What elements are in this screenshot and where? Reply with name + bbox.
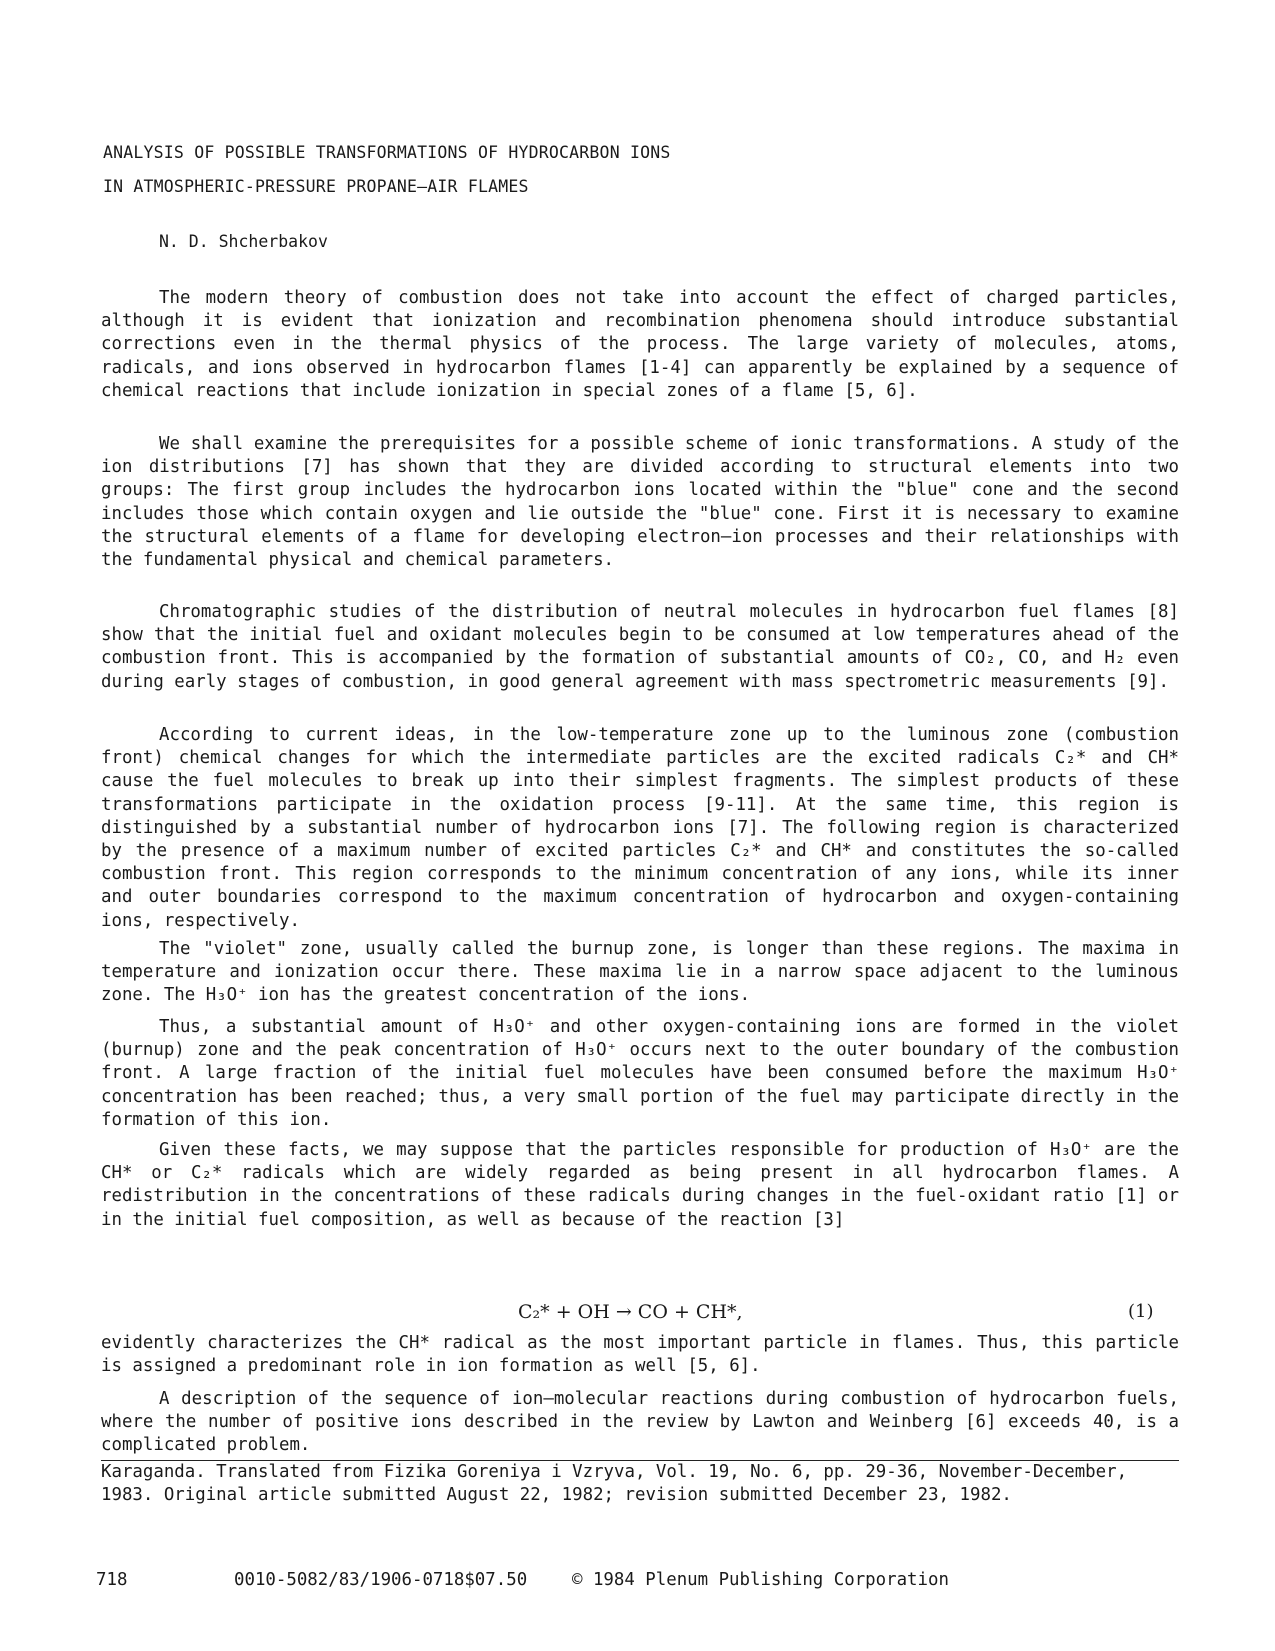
paragraph-after-equation: evidently characterizes the CH* radical as the most important particle in flames. Thus, this particle is assigned a predominant role in ion formation as well [5, 6]. xyxy=(101,1333,1179,1377)
author: N. D. Shcherbakov xyxy=(159,232,328,251)
paragraph-4: According to current ideas, in the low-temperature zone up to the luminous zone (combustion front) chemical changes for which the intermediate particles are the excited radicals C₂* and CH* cause the fuel molecules to break up into their simplest fragments. The simplest products of these transformations participate in the oxidation process [9-11]. At the same time, this region is distinguished by a substantial number of hydrocarbon ions [7]. The following region is characterized by the presence of a maximum number of excited particles C₂* and CH* and constitutes the so-called combustion front. This region corresponds to the minimum concentration of any ions, while its inner and outer boundaries correspond to the maximum concentration of hydrocarbon and oxygen-containing ions, respectively. xyxy=(101,725,1179,931)
footnote: Karaganda. Translated from Fizika Goreniya i Vzryva, Vol. 19, No. 6, pp. 29-36, November-December, 1983. Original article submitted August 22, 1982; revision submitted December 23, 1982. xyxy=(101,1462,1128,1505)
paragraph-5: The "violet" zone, usually called the burnup zone, is longer than these regions. The maxima in temperature and ionization occur there. These maxima lie in a narrow space adjacent to the luminous zone. The H₃O⁺ ion has the greatest concentration of the ions. xyxy=(101,939,1179,1006)
paragraph-2: We shall examine the prerequisites for a possible scheme of ionic transformations. A study of the ion distributions [7] has shown that they are divided according to structural elements into two groups: The first group includes the hydrocarbon ions located within the "blue" cone and the second includes those which contain oxygen and lie outside the "blue" cone. First it is necessary to examine the structural elements of a flame for developing electron—ion processes and their relationships with the fundamental physical and chemical parameters. xyxy=(101,434,1179,571)
paragraph-6: Thus, a substantial amount of H₃O⁺ and other oxygen-containing ions are formed in the violet (burnup) zone and the peak concentration of H₃O⁺ occurs next to the outer boundary of the combustion front. A large fraction of the initial fuel molecules have been consumed before the maximum H₃O⁺ concentration has been reached; thus, a very small portion of the fuel may participate directly in the formation of this ion. xyxy=(101,1017,1179,1130)
article-code: 0010-5082/83/1906-0718$07.50 xyxy=(234,1570,528,1590)
paragraph-1: The modern theory of combustion does not take into account the effect of charged particles, although it is evident that ionization and recombination phenomena should introduce substantial corrections even in the thermal physics of the process. The large variety of molecules, atoms, radicals, and ions observed in hydrocarbon flames [1-4] can apparently be explained by a sequence of chemical reactions that include ionization in special zones of a flame [5, 6]. xyxy=(101,288,1179,401)
equation-1 xyxy=(0,1301,1275,1329)
paragraph-7: Given these facts, we may suppose that the particles responsible for production of H₃O⁺ are the CH* or C₂* radicals which are widely regarded as being present in all hydrocarbon flames. A redistribution in the concentrations of these radicals during changes in the fuel-oxidant ratio [1] or in the initial fuel composition, as well as because of the reaction [3] xyxy=(101,1140,1179,1230)
page-number: 718 xyxy=(96,1570,128,1590)
equation-body: C₂* + OH → CO + CH*, xyxy=(518,1301,743,1323)
equation-number: (1) xyxy=(1128,1301,1154,1322)
title-line-2: IN ATMOSPHERIC-PRESSURE PROPANE—AIR FLAMES xyxy=(103,177,529,196)
paragraph-8: A description of the sequence of ion—molecular reactions during combustion of hydrocarbon fuels, where the number of positive ions described in the review by Lawton and Weinberg [6] exceeds 40, is a complicated problem. xyxy=(101,1389,1179,1456)
title-line-1: ANALYSIS OF POSSIBLE TRANSFORMATIONS OF HYDROCARBON IONS xyxy=(103,143,671,162)
copyright: © 1984 Plenum Publishing Corporation xyxy=(572,1570,949,1590)
paragraph-3: Chromatographic studies of the distribution of neutral molecules in hydrocarbon fuel flames [8] show that the initial fuel and oxidant molecules begin to be consumed at low temperatures ahead of the combustion front. This is accompanied by the formation of substantial amounts of CO₂, CO, and H₂ even during early stages of combustion, in good general agreement with mass spectrometric measurements [9]. xyxy=(101,602,1179,692)
